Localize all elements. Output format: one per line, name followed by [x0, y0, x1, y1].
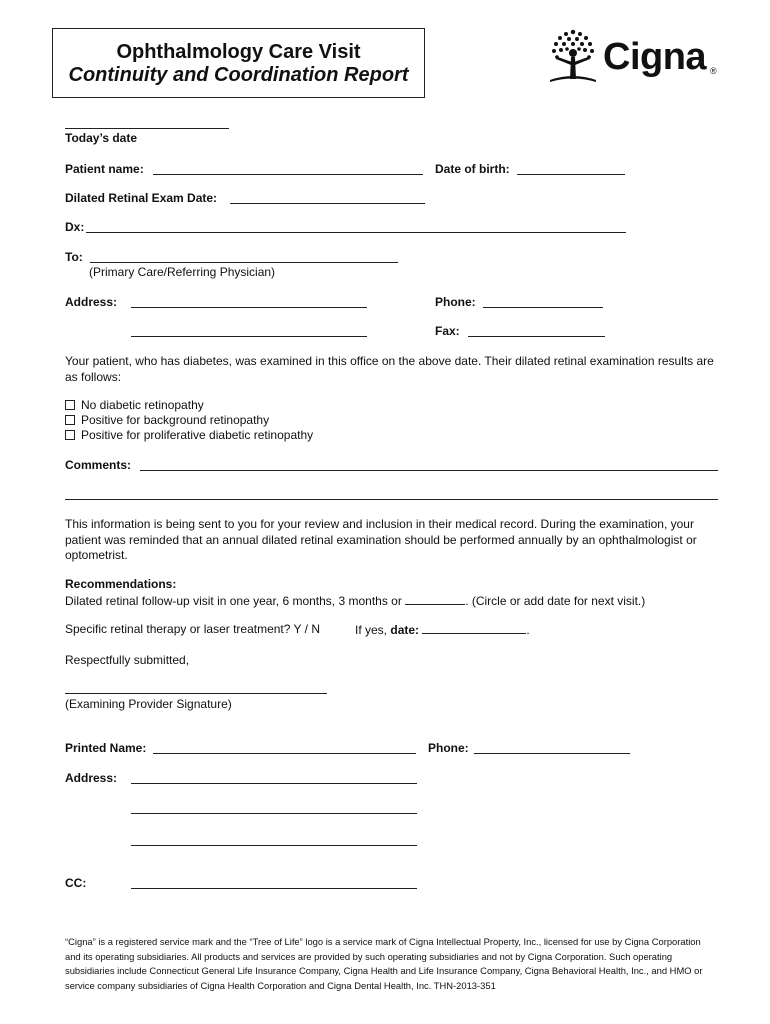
- followup-text: Dilated retinal follow-up visit in one year, 6 months, 3 months or: [65, 594, 402, 608]
- report-subtitle: Continuity and Coordination Report: [68, 64, 409, 86]
- cc-field[interactable]: [131, 877, 417, 889]
- if-yes-text: If yes,: [355, 623, 388, 637]
- fax-label: Fax:: [435, 324, 460, 338]
- report-title: Ophthalmology Care Visit: [116, 41, 361, 63]
- dob-label: Date of birth:: [435, 162, 510, 176]
- option-label: Positive for proliferative diabetic retinopathy: [81, 428, 314, 442]
- comments-field-2[interactable]: [65, 489, 718, 500]
- patient-name-label: Patient name:: [65, 162, 144, 176]
- checkbox[interactable]: [65, 400, 75, 410]
- phone-label: Phone:: [435, 295, 476, 309]
- cigna-logo: [545, 26, 735, 90]
- title-box: [52, 28, 425, 98]
- registered-mark: ®: [710, 66, 717, 76]
- printed-name-field[interactable]: [153, 742, 416, 754]
- option-label: Positive for background retinopathy: [81, 413, 270, 427]
- closing-phone-field[interactable]: [474, 742, 630, 754]
- info-paragraph: This information is being sent to you for your review and inclusion in their medical record. During the examination, your patient was reminded that an annual dilated retinal examination should be performed annually by an ophthalmologist or optometrist.: [65, 517, 697, 562]
- intro-paragraph: Your patient, who has diabetes, was examined in this office on the above date. Their dilated retinal examination results are as follows:: [65, 354, 714, 384]
- address-label: Address:: [65, 295, 118, 309]
- comments-label: Comments:: [65, 458, 132, 472]
- tree-of-life-icon: [545, 26, 601, 86]
- address-field-1[interactable]: [131, 296, 367, 308]
- therapy-date-field[interactable]: [422, 622, 526, 634]
- respectfully-text: Respectfully submitted,: [65, 653, 190, 667]
- closing-address-field-1[interactable]: [131, 772, 417, 784]
- dob-field[interactable]: [517, 163, 625, 175]
- followup-line: [65, 593, 645, 608]
- todays-date-field[interactable]: [65, 120, 229, 129]
- option-background-retinopathy[interactable]: [65, 413, 269, 427]
- option-proliferative-retinopathy[interactable]: [65, 428, 313, 442]
- date-label: date:: [390, 623, 420, 637]
- phone-field[interactable]: [483, 296, 603, 308]
- address-field-2[interactable]: [131, 325, 367, 337]
- printed-name-label: Printed Name:: [65, 741, 147, 755]
- checkbox[interactable]: [65, 415, 75, 425]
- signature-field[interactable]: [65, 683, 327, 694]
- checkbox[interactable]: [65, 430, 75, 440]
- dx-label: Dx:: [65, 220, 85, 234]
- patient-name-field[interactable]: [153, 163, 423, 175]
- dilated-exam-field[interactable]: [230, 192, 425, 204]
- closing-address-label: Address:: [65, 771, 118, 785]
- signature-hint: (Examining Provider Signature): [65, 697, 232, 711]
- legal-footer: “Cigna” is a registered service mark and the “Tree of Life” logo is a service mark of Cigna Intellectual Property, Inc., licensed for use by Cigna Corporation and its operating subsidiaries. All products and services are provided by such operating subsidiaries and not by Cigna Corporation. Such operating subsidiaries include Connecticut General Life Insurance Company, Cigna Health and Life Insurance Company, Cigna Behavioral Health, Inc., and HMO or service company subsidiaries of Cigna Health Corporation and Cigna Dental Health, Inc. THN-2013-351: [65, 936, 703, 991]
- fax-field[interactable]: [468, 325, 605, 337]
- dx-field[interactable]: [86, 221, 626, 233]
- to-hint: (Primary Care/Referring Physician): [89, 265, 276, 279]
- closing-address-field-3[interactable]: [131, 834, 417, 846]
- todays-date-label: Today’s date: [65, 131, 138, 145]
- dilated-exam-label: Dilated Retinal Exam Date:: [65, 191, 218, 205]
- closing-phone-label: Phone:: [428, 741, 469, 755]
- comments-field-1[interactable]: [140, 459, 718, 471]
- to-label: To:: [65, 250, 83, 264]
- recommendations-heading: Recommendations:: [65, 577, 177, 591]
- therapy-text: Specific retinal therapy or laser treatment? Y / N: [65, 622, 321, 636]
- followup-date-field[interactable]: [405, 593, 465, 605]
- if-yes-line: If yes, date: .: [355, 623, 530, 637]
- option-label: No diabetic retinopathy: [81, 398, 204, 412]
- closing-address-field-2[interactable]: [131, 802, 417, 814]
- to-field[interactable]: [90, 251, 398, 263]
- cc-label: CC:: [65, 876, 87, 890]
- followup-suffix: . (Circle or add date for next visit.): [465, 594, 646, 608]
- option-no-retinopathy[interactable]: [65, 398, 204, 412]
- logo-wordmark: Cigna: [603, 36, 707, 78]
